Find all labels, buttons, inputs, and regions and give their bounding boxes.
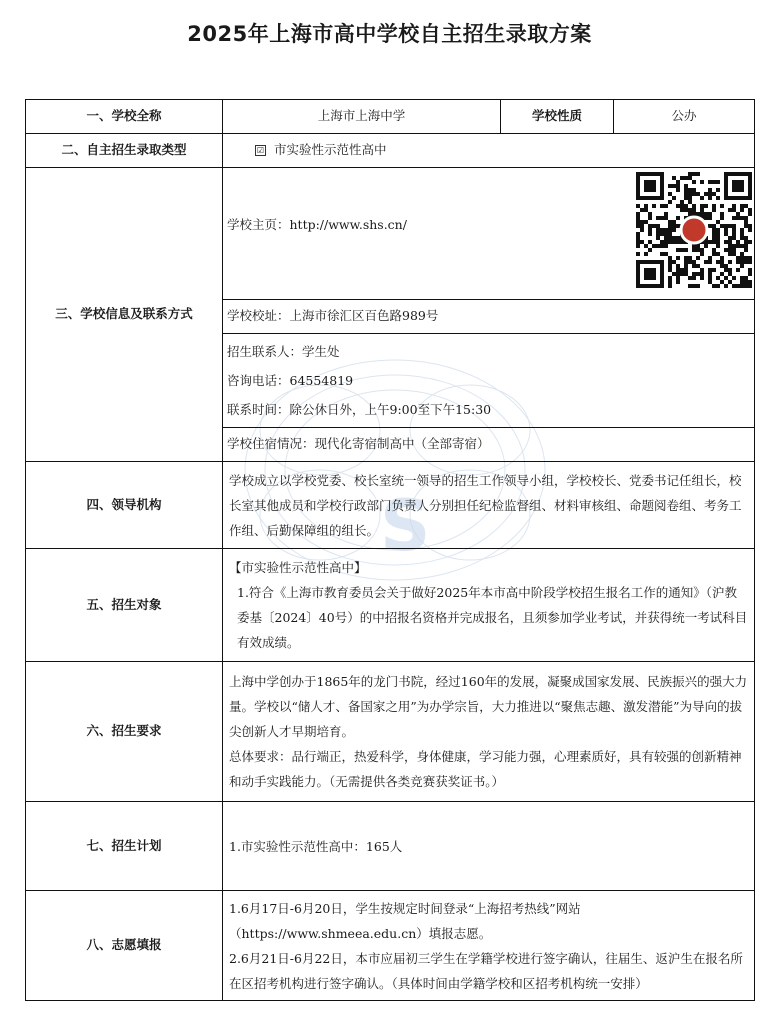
admission-type-text: 市实验性示范性高中 (274, 142, 387, 158)
requirements-general: 总体要求：品行端正，热爱科学，身体健康，学习能力强，心理素质好，具有较强的创新精神和动手实践能力。（无需提供各类竞赛获奖证书。） (229, 749, 742, 789)
target-heading: 【市实验性示范性高中】 (229, 560, 367, 575)
row-contact-website (26, 168, 755, 300)
value-school-type: 公办 (614, 100, 755, 134)
requirements-cell (223, 662, 755, 802)
phone-text: 咨询电话：64554819 (227, 373, 354, 388)
application-step-1: 1.6月17日-6月20日，学生按规定时间登录“上海招考热线”网站（https://www.shmeea.edu.cn）填报志愿。 (229, 900, 581, 941)
row-target (26, 549, 755, 662)
label-application: 八、志愿填报 (26, 891, 223, 1001)
row-application (26, 891, 755, 1001)
contact-details-cell (223, 334, 755, 428)
admission-table (25, 99, 755, 1001)
boarding-cell (223, 428, 755, 462)
label-school-name: 一、学校全称 (26, 100, 223, 134)
row-leadership (26, 462, 755, 549)
row-plan (26, 802, 755, 891)
label-target: 五、招生对象 (26, 549, 223, 662)
svg-text:S: S (380, 485, 431, 567)
checkbox-checked-icon: ☑ (256, 146, 265, 156)
qr-code-icon (636, 172, 752, 288)
application-cell (223, 891, 755, 1001)
page-title: 2025年上海市高中学校自主招生录取方案 (187, 22, 592, 46)
address-text: 学校校址：上海市徐汇区百色路989号 (227, 308, 439, 324)
label-contact-info: 三、学校信息及联系方式 (26, 168, 223, 462)
row-admission-type (26, 134, 755, 168)
plan-text: 1.市实验性示范性高中：165人 (229, 838, 403, 854)
hours-text: 联系时间：除公休日外，上午9:00至下午15:30 (227, 402, 492, 417)
boarding-text: 学校住宿情况：现代化寄宿制高中（全部寄宿） (227, 436, 490, 452)
label-plan: 七、招生计划 (26, 802, 223, 891)
website-cell (223, 168, 755, 300)
value-school-name: 上海市上海中学 (223, 100, 501, 134)
requirements-intro: 上海中学创办于1865年的龙门书院，经过160年的发展，凝聚成国家发展、民族振兴的强大力量。学校以“储人才、备国家之用”为办学宗旨，大力推进以“聚焦志趣、激发潜能”为导向的拔尖创新人才早期培育。 (229, 674, 748, 739)
target-cell (223, 549, 755, 662)
row-requirements (26, 662, 755, 802)
leadership-text: 学校成立以学校党委、校长室统一领导的招生工作领导小组，学校校长、党委书记任组长，校长室其他成员和学校行政部门负责人分别担任纪检监督组、材料审核组、命题阅卷组、考务工作组、后勤保障组的组长。 (229, 472, 742, 538)
label-admission-type: 二、自主招生录取类型 (26, 134, 223, 168)
contact-person-text: 招生联系人：学生处 (227, 344, 340, 359)
value-admission-type (223, 134, 755, 168)
label-requirements: 六、招生要求 (26, 662, 223, 802)
application-step-2: 2.6月21日-6月22日，本市应届初三学生在学籍学校进行签字确认，往届生、返沪生在报名所在区招考机构进行签字确认。（具体时间由学籍学校和区招考机构统一安排） (229, 950, 743, 991)
address-cell (223, 300, 755, 334)
label-school-type: 学校性质 (501, 100, 614, 134)
plan-cell (223, 802, 755, 891)
website-text: 学校主页：http://www.shs.cn/ (227, 217, 407, 233)
target-text: 1.符合《上海市教育委员会关于做好2025年本市高中阶段学校招生报名工作的通知》（沪教委基〔2024〕40号）的中招报名资格并完成报名，且须参加学业考试，并获得统一考试科目有效成绩。 (237, 585, 748, 650)
leadership-cell (223, 462, 755, 549)
label-leadership: 四、领导机构 (26, 462, 223, 549)
row-school-name (26, 100, 755, 134)
